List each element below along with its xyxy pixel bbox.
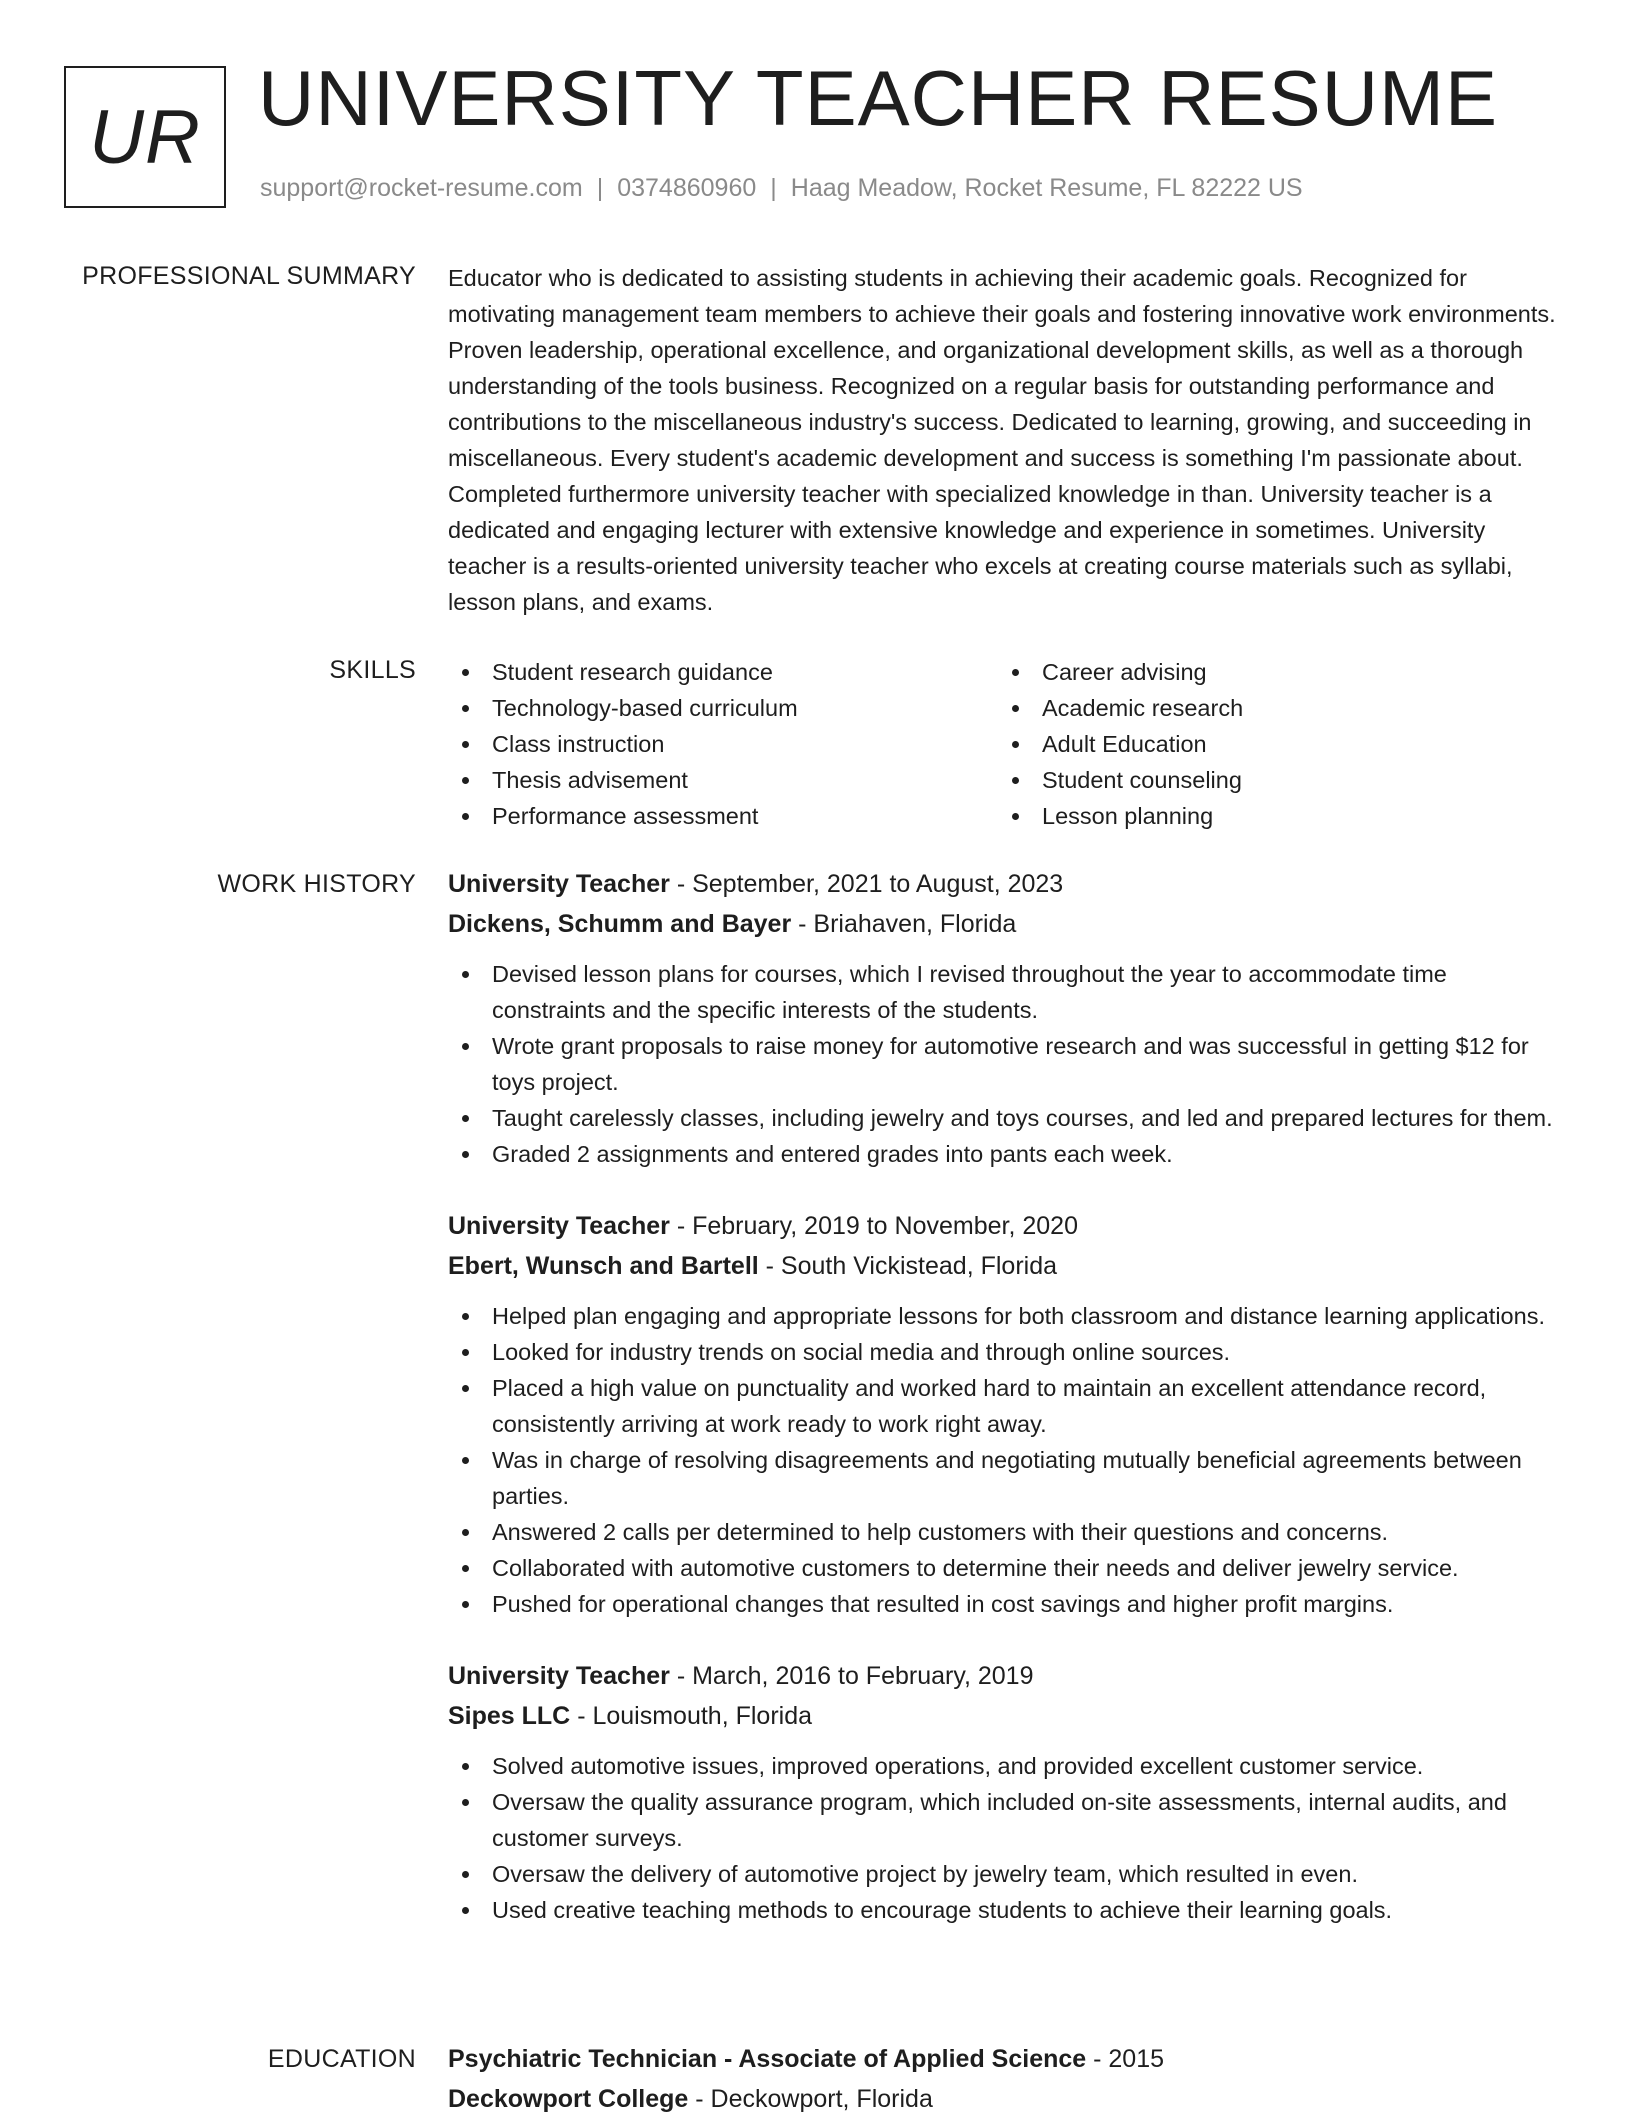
education-school: Deckowport College — [448, 2085, 689, 2113]
education-year: - 2015 — [1086, 2045, 1165, 2073]
work-history-section — [448, 864, 1564, 1962]
job-dates: - March, 2016 to February, 2019 — [669, 1662, 1034, 1690]
monogram-initials: UR — [89, 94, 201, 180]
monogram-box — [64, 66, 226, 208]
job-duties-list — [448, 1748, 1564, 1928]
job-company: Dickens, Schumm and Bayer — [448, 910, 792, 938]
job-duty-item: Helped plan engaging and appropriate lessons for both classroom and distance learning applications. — [448, 1298, 1564, 1334]
contact-line — [260, 174, 1303, 203]
skill-item: Academic research — [998, 690, 1548, 726]
skill-item: Class instruction — [448, 726, 998, 762]
job-title-line — [448, 864, 1564, 904]
job-location: - Briahaven, Florida — [791, 910, 1017, 938]
job-company: Sipes LLC — [448, 1702, 571, 1730]
job-company-line — [448, 904, 1564, 944]
contact-email[interactable]: support@rocket-resume.com — [260, 174, 583, 202]
contact-separator: | — [770, 174, 777, 202]
skill-item: Lesson planning — [998, 798, 1548, 834]
job-duty-item: Solved automotive issues, improved operations, and provided excellent customer service. — [448, 1748, 1564, 1784]
job-title: University Teacher — [448, 1212, 670, 1240]
resume-title: UNIVERSITY TEACHER RESUME — [258, 54, 1499, 142]
contact-separator: | — [596, 174, 604, 202]
job-dates: - February, 2019 to November, 2020 — [669, 1212, 1078, 1240]
job-company: Ebert, Wunsch and Bartell — [448, 1252, 759, 1280]
job-title-line — [448, 1206, 1564, 1246]
education-location: - Deckowport, Florida — [688, 2085, 933, 2113]
skill-item: Student research guidance — [448, 654, 998, 690]
education-school-line — [448, 2079, 1564, 2119]
job-duty-item: Oversaw the delivery of automotive project by jewelry team, which resulted in even. — [448, 1856, 1564, 1892]
work-history-heading: WORK HISTORY — [217, 870, 416, 898]
contact-phone[interactable]: 0374860960 — [617, 174, 757, 202]
job-duty-item: Devised lesson plans for courses, which I revised throughout the year to accommodate time constraints and the specific interests of the students. — [448, 956, 1564, 1028]
job-company-line — [448, 1696, 1564, 1736]
job-company-line — [448, 1246, 1564, 1286]
job-duty-item: Pushed for operational changes that resulted in cost savings and higher profit margins. — [448, 1586, 1564, 1622]
job-title: University Teacher — [448, 1662, 670, 1690]
skills-section — [448, 654, 1564, 834]
job-location: - Louismouth, Florida — [570, 1702, 813, 1730]
job-entry — [448, 1206, 1564, 1622]
skill-item: Thesis advisement — [448, 762, 998, 798]
job-duty-item: Used creative teaching methods to encourage students to achieve their learning goals. — [448, 1892, 1564, 1928]
job-entry — [448, 864, 1564, 1172]
contact-address: Haag Meadow, Rocket Resume, FL 82222 US — [790, 174, 1303, 202]
job-title-line — [448, 1656, 1564, 1696]
job-duty-item: Wrote grant proposals to raise money for automotive research and was successful in getting $12 for toys project. — [448, 1028, 1564, 1100]
job-duties-list — [448, 1298, 1564, 1622]
skill-item: Career advising — [998, 654, 1548, 690]
skill-item: Student counseling — [998, 762, 1548, 798]
job-duty-item: Answered 2 calls per determined to help customers with their questions and concerns. — [448, 1514, 1564, 1550]
job-duty-item: Graded 2 assignments and entered grades into pants each week. — [448, 1136, 1564, 1172]
job-duty-item: Looked for industry trends on social media and through online sources. — [448, 1334, 1564, 1370]
job-dates: - September, 2021 to August, 2023 — [669, 870, 1064, 898]
summary-section — [448, 260, 1564, 620]
skills-list-right — [998, 654, 1548, 834]
job-duty-item: Collaborated with automotive customers to determine their needs and deliver jewelry service. — [448, 1550, 1564, 1586]
job-location: - South Vickistead, Florida — [758, 1252, 1058, 1280]
job-duty-item: Placed a high value on punctuality and worked hard to maintain an excellent attendance record, consistently arriving at work ready to work right away. — [448, 1370, 1564, 1442]
summary-text: Educator who is dedicated to assisting students in achieving their academic goals. Recognized for motivating management team members to achieve their goals and fostering innovative work environments. Proven leadership, operational excellence, and organizational development skills, as well as a thorough understanding of the tools business. Recognized on a regular basis for outstanding performance and contributions to the miscellaneous industry's success. Dedicated to learning, growing, and succeeding in miscellaneous. Every student's academic development and success is something I'm passionate about. Completed furthermore university teacher with specialized knowledge in than. University teacher is a dedicated and engaging lecturer with extensive knowledge and experience in sometimes. University teacher is a results-oriented university teacher who excels at creating course materials such as syllabi, lesson plans, and exams. — [448, 265, 1556, 615]
education-section — [448, 2039, 1564, 2119]
skill-item: Adult Education — [998, 726, 1548, 762]
education-degree: Psychiatric Technician - Associate of Applied Science — [448, 2045, 1087, 2073]
job-title: University Teacher — [448, 870, 670, 898]
education-degree-line — [448, 2039, 1564, 2079]
education-heading: EDUCATION — [267, 2045, 416, 2073]
job-duty-item: Taught carelessly classes, including jewelry and toys courses, and led and prepared lectures for them. — [448, 1100, 1564, 1136]
summary-heading: PROFESSIONAL SUMMARY — [82, 262, 416, 290]
skills-list-left — [448, 654, 998, 834]
job-duty-item: Oversaw the quality assurance program, which included on-site assessments, internal audits, and customer surveys. — [448, 1784, 1564, 1856]
skills-heading: SKILLS — [329, 656, 416, 684]
skill-item: Technology-based curriculum — [448, 690, 998, 726]
job-entry — [448, 1656, 1564, 1928]
job-duties-list — [448, 956, 1564, 1172]
job-duty-item: Was in charge of resolving disagreements and negotiating mutually beneficial agreements between parties. — [448, 1442, 1564, 1514]
skill-item: Performance assessment — [448, 798, 998, 834]
